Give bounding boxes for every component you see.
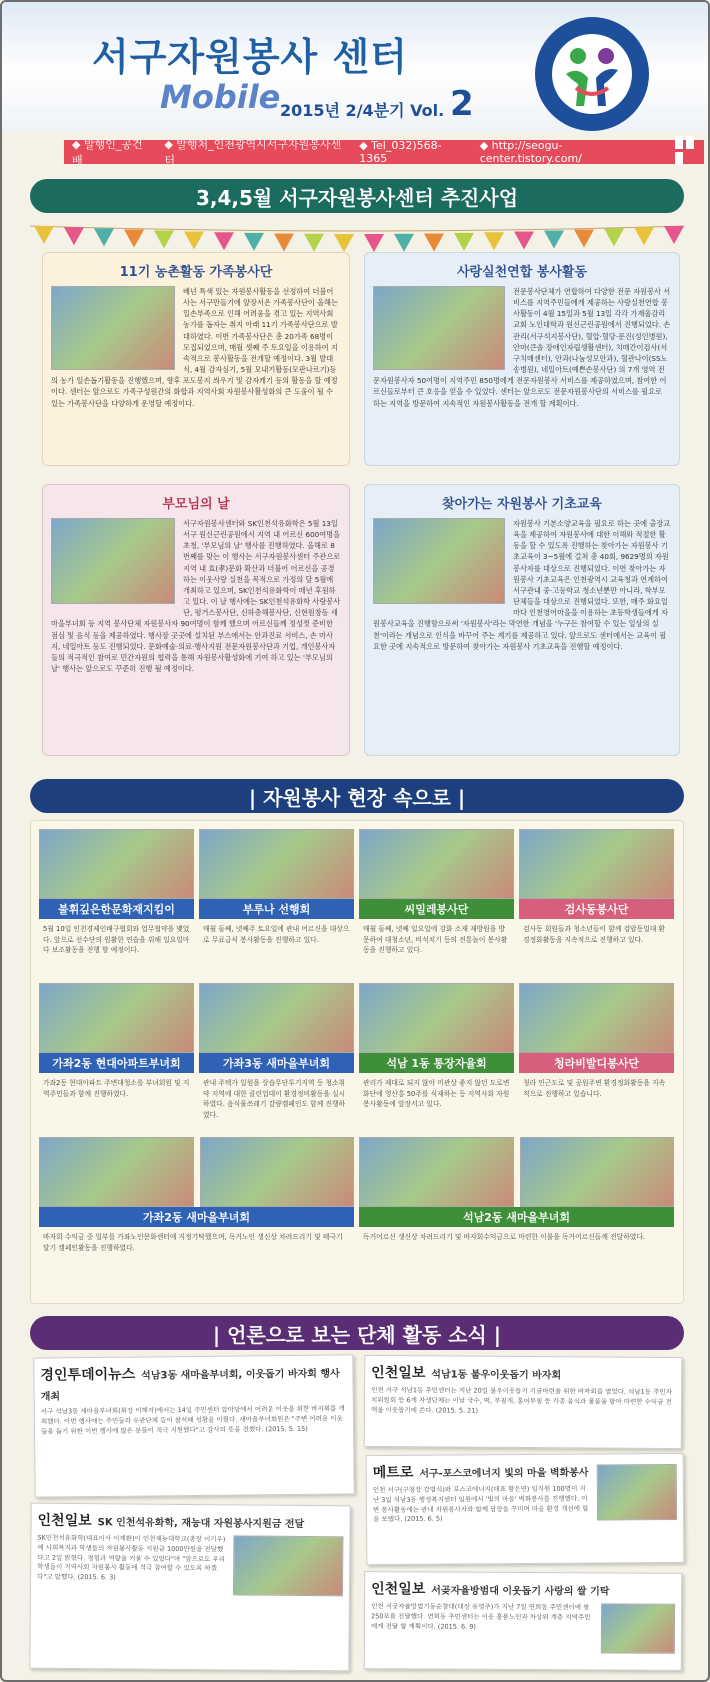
tile-label: 부루나 선행회 <box>199 899 354 919</box>
tile-label: 청라비발디봉사단 <box>519 1053 674 1073</box>
photo <box>359 1137 514 1207</box>
tile-label: 석남 1동 통장자율회 <box>359 1053 514 1073</box>
pennant-flag <box>124 229 144 247</box>
photo <box>373 518 505 604</box>
pennant-flag <box>574 229 594 247</box>
pennant-flag <box>424 233 444 251</box>
section-1-title: 3,4,5월 서구자원봉사센터 추진사업 <box>30 179 684 213</box>
tile-text: 독거어르신 생신상 차려드리기 및 바자회수익금으로 마련한 이불을 독거어르신들께 전달하였다. <box>363 1233 646 1241</box>
news-photo <box>601 1603 675 1653</box>
news-clipping <box>29 1503 350 1672</box>
volunteer-center-logo <box>532 14 652 134</box>
tile-activity <box>519 983 674 1104</box>
news-body: 인천 서구 석남1동 주민센터는 지난 20일 불우이웃돕기 기금마련을 위한 바자회를 열었다. 석남1동 주민자치위원회 등 6개 자생단체는 이날 국수, 떡, 부침개, 홍어무침 등 각종 음식과 물품을 팔아 마련한 수익금 전액을 이웃돕기에 쓴다. (2015. 5. 21) <box>370 1385 672 1415</box>
tile-text: 관리가 제대로 되지 않아 미관상 좋지 않던 도로변 화단에 영산홍 50주를 식재하는 등 지역사회 자원봉사활동에 앞장서고 있다. <box>363 1079 510 1109</box>
news-photo <box>233 1535 344 1596</box>
media-name: 인천일보 <box>371 1581 426 1598</box>
news-clipping <box>33 1354 354 1497</box>
mobile-subtitle: Mobile <box>160 78 281 116</box>
news-photo <box>597 1464 677 1521</box>
media-name: 인천일보 <box>371 1364 426 1382</box>
news-clipping <box>364 1571 683 1671</box>
photo <box>519 983 674 1053</box>
publisher-org: ◆ 발행처_인천광역시서구자원봉사센터 <box>164 138 342 167</box>
media-name: 메트로 <box>372 1464 414 1482</box>
photo <box>51 286 175 370</box>
tile-activity <box>199 983 354 1125</box>
card-text: 서구자원봉사센터와 SK인천석유화학은 5월 13일 서구 원신근린공원에서 지역 내 어르신 600여명을 초청, '부모님의 날' 행사를 진행하였다. 올해로 8번째를 맞는 이 행사는 서구자원봉사센터 주관으로 지역 내 효(孝)문화 확산과 더불어 어르신을 공경하는 이웃사랑 실천을 목적으로 가정의 달 5월에 개최하고 있으며, SK인천석유화학이 매년 후원하고 있다. 이 날 행사에는 SK인천석유화학 사랑봉사단, 평거스봉사단, 신하층해봉사단, 신현원창동 새마을부녀회 등 지역 봉사단체 자원봉사자 90여명이 함께 했으며 어르신들께 정성껏 준비한 점심 및 음식 등을 제공하였다. 행사장 곳곳에 설치된 부스에서는 안과진료 서비스, 손 마사지, 네일아트 등도 진행되었다. 문화예술·의료·행사지원 전문자원봉사단과 기업, 개인봉사자들의 적극적인 참여로 민간자원의 협력을 통해 자원봉사활성화에 기여 하고 있는 '부모님의 날' 행사는 앞으로도 꾸준히 진행 될 예정이다. <box>51 519 341 674</box>
pennant-flag <box>664 226 684 244</box>
pennant-flag <box>274 233 294 251</box>
news-title: SK 인천석유화학, 재능대 자원봉사지원금 전달 <box>97 1517 305 1530</box>
tile-activity <box>199 829 354 950</box>
publisher-url[interactable]: ◆ http://seogu-center.tistory.com/ <box>479 139 582 165</box>
tile-label: 불휘깊은한문화재지킴이 <box>39 899 194 919</box>
media-name: 경인투데이뉴스 <box>40 1366 136 1384</box>
card-title: 11기 농촌활동 가족봉사단 <box>119 265 273 280</box>
news-title: 서곶자율방범대 이웃돕기 사랑의 쌀 기탁 <box>431 1585 610 1598</box>
card-text: 배넌 특색 있는 자원봉사활동을 선정하여 더불어 사는 서구만들기에 앞장서온 가족봉사단이 올해는 일손부족으로 인해 어려움을 겪고 있는 지역사회 농가를 돕자는 취지 아래 11기 가족봉사단으로 발대하였다. 이번 가족봉사단은 총 20가족 68명이 모집되었으며, 매월 셋째 주 토요일을 이용하여 지속적으로 봉사활동을 전개할 예정이다. 3월 발대식, 4월 감자심기, 5월 모내기활동(모판나르기)등의 농가 일손돕기활동을 진행했으며, 향후 포도봉지 씌우기 및 감자캐기 등의 활동을 할 예정이다. 센터는 앞으로도 가족구성원간의 화합과 지역사회 자원봉사활성화의 큰 도움이 될 수 있는 가족봉사단을 다양하게 운영할 예정이다. <box>51 287 338 408</box>
publisher-name: ◆ 발행인_공건배 <box>72 138 143 167</box>
tile-activity <box>359 1137 674 1248</box>
pennant-flag <box>304 234 324 252</box>
tile-label: 석남2동 새마을부녀회 <box>359 1207 674 1227</box>
pennant-flag <box>454 233 474 251</box>
tile-text: 청라 인근도로 및 공원주변 환경정화활동을 지속적으로 진행하고 있습니다. <box>523 1079 666 1098</box>
news-title: 석남1동 불우이웃돕기 바자회 <box>431 1369 562 1382</box>
publisher-info-bar <box>64 138 704 167</box>
tile-activity <box>39 1137 354 1258</box>
pennant-flag <box>94 228 114 246</box>
tile-text: 관내 주택가 일원을 상습무단투기지역 등 청소취약 지역에 대한 클린업데이 환경정비활동을 실시하였다. 음식물쓰레기 감량캠페인도 함께 진행하였다. <box>203 1079 346 1119</box>
card-love-practice <box>364 252 680 466</box>
news-clipping <box>366 1453 685 1565</box>
photo <box>359 983 514 1053</box>
photo <box>200 1137 355 1207</box>
tile-label: 가좌2동 현대아파트부녀회 <box>39 1053 194 1073</box>
pennant-flag <box>514 231 534 249</box>
card-title: 부모님의 날 <box>162 497 230 512</box>
pennant-flag <box>244 233 264 251</box>
tile-label: 가좌2동 새마을부녀회 <box>39 1207 354 1227</box>
card-basic-education <box>364 484 680 756</box>
pennant-flag <box>484 232 504 250</box>
tile-text: 매월 둘째, 넷째주 토요일에 관내 어르신을 대상으로 무료급식 봉사활동을 진행하고 있다. <box>203 925 350 944</box>
news-title: 서구-포스코에너지 빛의 마을 벽화봉사 <box>419 1467 589 1480</box>
tile-activity <box>519 829 674 950</box>
tile-activity <box>39 983 194 1104</box>
tile-activity <box>359 829 514 961</box>
card-parents-day <box>42 484 350 756</box>
news-body: SK인천석유화학(대표이사 이재환)이 인천재능대학교(총장 이기우)에 사회복지과 학생들의 자원봉사활동 지원금 1000만원을 전달했다고 2일 밝혔다. 경험과 역량을 키울 수 있었다"며 "앞으로도 우리 학생들이 지역사회 자원봉사 활동에 적극 참여할 수 있도록 하겠다"고 말했다. (2015. 6. 3) <box>37 1533 226 1582</box>
card-text: 자원봉사 기본소양교육을 필요로 하는 곳에 출장교육을 제공하여 자원봉사에 대한 이해와 적절한 활동을 할 수 있도록 진행하는 찾아가는 자원봉사 기초교육이 3~5월에 걸쳐 총 40회, 9629명의 자원봉사자를 대상으로 진행되었다. 이번 찾아가는 자원봉사 기초교육은 인천광역시 교육청과 연계하여 서구관내 중·고등학교 청소년뿐만 아니라, 학부모단체들을 대상으로 진행되었다. 또한, 매주 화요일마다 인천영어마을을 이용하는 초등학생들에게 자원봉사교육을 진행함으로써 '자원봉사'라는 막연한 개념을 '누구든 참여할 수 있는 일상의 실천'이라는 개념으로 인식을 바꾸어 주는 계기를 제공하고 있다. 앞으로도 센터에서는 교육이 필요한 곳에 지속적으로 방문하여 찾아가는 자원봉사 기초교육을 진행할 예정이다. <box>373 519 671 651</box>
field-activities-grid <box>30 820 684 1304</box>
pennant-flag <box>604 228 624 246</box>
news-body: 인천 서구(구청장 강범석)와 포스코에너지(대표 황은연) 임직원 100명이 지난 3일 석남3동 행정복지센터 일원에서 '빛의 마을' 벽화봉사를 진행했다. 이번 봉사활동에는 관내 자원봉사자와 함께 담장을 꾸미며 마을 환경 개선에 힘을 보탰다. (2015. 6. 5) <box>372 1484 589 1524</box>
photo <box>39 983 194 1053</box>
pennant-flag <box>394 234 414 252</box>
tile-label: 씨밀레봉사단 <box>359 899 514 919</box>
tile-text: 5월 10일 인천경제인배구협회와 업무협약을 맺었다. 앞으로 선수단의 원활한 연습을 위해 일요일마다 보조활동을 진행 할 예정이다. <box>43 925 190 955</box>
tile-text: 가좌2동 현대아파트 주변대청소를 부녀회원 및 지역주민들과 함께 진행하였다. <box>43 1079 190 1098</box>
photo <box>39 829 194 899</box>
photo <box>520 1137 675 1207</box>
card-text: 전문봉사단체가 연합하여 다양한 전문 자원봉사 서비스를 지역주민들에게 제공하는 사랑실천연합 봉사활동이 4월 15일과 5월 13일 각각 가재울감리교회 노인대학과 원신근린공원에서 진행되었다. 손관리(서구석지봉사단), 혈압·혈당·문진(성인병원), 안마(큰솔 장애인자립생활센터), 치매간이검사(서구치매센터), 안과(나눔성모안과), 혈관나이(SS노송병원), 네일아트(예쁜손봉사단) 의 7개 영역 전문자원봉사자 50여명이 지역주민 850명에게 전문자원봉사 서비스를 제공하였으며, 참여한 어르신들로부터 큰 호응을 얻을 수 있었다. 센터는 앞으로도 전문자원봉사단의 서비스를 필요로 하는 지역을 방문하여 지속적인 자원봉사활동을 전개 할 계획이다. <box>373 287 671 408</box>
page-title: 서구자원봉사 센터 <box>92 35 408 79</box>
pennant-flag <box>334 234 354 252</box>
section-3-title: | 언론으로 보는 단체 활동 소식 | <box>30 1316 684 1350</box>
publisher-tel: ◆ Tel_032)568-1365 <box>359 139 442 165</box>
pennant-flag <box>544 231 564 249</box>
media-name: 인천일보 <box>37 1512 92 1530</box>
pennant-decoration <box>30 224 684 254</box>
card-title: 찾아가는 자원봉사 기초교육 <box>442 497 602 512</box>
photo <box>199 983 354 1053</box>
pennant-flag <box>364 234 384 252</box>
news-title: 석남3동 새마을부녀회, 이웃돕기 바자회 행사 개최 <box>40 1368 340 1403</box>
header <box>2 2 708 132</box>
photo <box>199 829 354 899</box>
pennant-flag <box>634 227 654 245</box>
tile-text: 매월 둘째, 넷째 일요일에 강화 소재 재방원을 방문하여 대청소년, 비석치기 등의 전통놀이 봉사활동을 진행하고 있다. <box>363 925 508 955</box>
photo <box>51 518 175 604</box>
issue-label: 2015년 2/4분기 Vol. <box>280 101 445 120</box>
tile-activity <box>39 829 194 961</box>
photo <box>359 829 514 899</box>
pennant-flag <box>34 226 54 244</box>
pennant-flag <box>214 232 234 250</box>
pennant-flag <box>64 227 84 245</box>
tile-label: 가좌3동 새마을부녀회 <box>199 1053 354 1073</box>
news-body: 인천 서곶자율방범기동순찰대(대장 유영주)가 지난 7일 연희동 주민센터에 쌀 250포를 전달했다. 연희동 주민센터는 이웃 홀몸노인과 차상위 계층 지역주민에게 전달 할 계획이다. (2015. 6. 9) <box>370 1602 591 1631</box>
tile-label: 검사동봉사단 <box>519 899 674 919</box>
card-title: 사랑실천연합 봉사활동 <box>456 265 588 280</box>
card-family-volunteer <box>42 252 350 466</box>
photo <box>519 829 674 899</box>
volume-number: 2 <box>450 84 474 124</box>
tile-text: 검사동 회원들과 청소년들이 함께 검암동일대 환경정화활동을 지속적으로 진행하고 있다. <box>523 925 666 944</box>
photo <box>373 286 505 370</box>
photo <box>39 1137 194 1207</box>
pennant-flag <box>184 231 204 249</box>
news-body: 서구 석남3동 새마을부녀회(회장 이해자)에서는 14일 주민센터 앞마당에서 어려운 이웃을 위한 바자회를 개최했다. 이번 행사에는 주민들과 유관단체 등이 참석해 성황을 이뤘다. 새마을부녀회원은 "주변 어려운 이웃들을 돕기 위한 이번 행사에 많은 분들이 적극 지원했다"고 감사의 뜻을 전했다. (2015. 5. 15) <box>40 1404 345 1436</box>
tile-text: 바자회 수익금 중 일부를 가좌노인문화센터에 지정기탁했으며, 독거노인 생신상 차려드리기 및 태극기 달기 캠페인활동을 진행하였다. <box>43 1233 343 1252</box>
bar-decoration <box>672 136 704 168</box>
tile-activity <box>359 983 514 1115</box>
pennant-flag <box>154 231 174 249</box>
media-news-collage <box>30 1354 684 1672</box>
section-2-title: | 자원봉사 현장 속으로 | <box>30 779 684 813</box>
news-clipping <box>364 1355 683 1449</box>
